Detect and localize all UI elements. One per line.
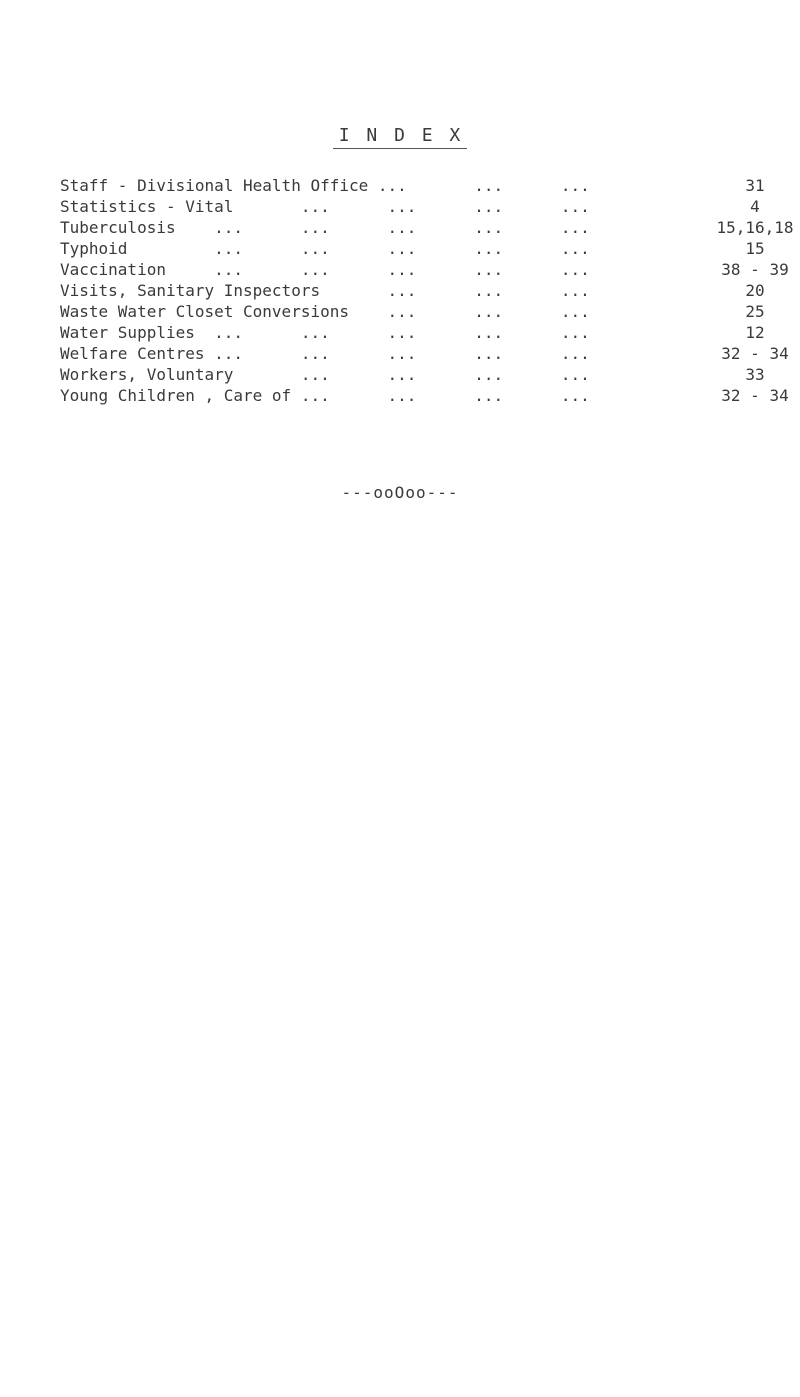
entry-pages: 32 - 34 (721, 386, 789, 405)
index-entry (60, 322, 780, 343)
index-entry (60, 196, 780, 217)
entry-label: Water Supplies ... ... ... ... ... (60, 323, 590, 342)
entry-label: Welfare Centres ... ... ... ... ... (60, 344, 590, 363)
index-title-text: I N D E X (333, 125, 468, 149)
entry-label: Staff - Divisional Health Office ... ... ... (60, 176, 590, 195)
entry-pages: 31 (745, 176, 765, 195)
entry-label: Typhoid ... ... ... ... ... (60, 239, 590, 258)
index-entry (60, 343, 789, 364)
entry-pages: 20 (745, 281, 765, 300)
section-separator: ---ooOoo--- (341, 483, 459, 502)
entry-label: Vaccination ... ... ... ... ... (60, 260, 590, 279)
entry-pages: 32 - 34 (721, 344, 789, 363)
entry-label: Statistics - Vital ... ... ... ... (60, 197, 590, 216)
entry-label: Workers, Voluntary ... ... ... ... (60, 365, 590, 384)
index-entry (60, 259, 789, 280)
entry-label: Young Children , Care of ... ... ... ... (60, 386, 590, 405)
entry-label: Visits, Sanitary Inspectors ... ... ... (60, 281, 590, 300)
index-entry (60, 217, 794, 238)
entry-pages: 4 (750, 197, 760, 216)
index-entry (60, 385, 789, 406)
entry-label: Waste Water Closet Conversions ... ... ... (60, 302, 590, 321)
entry-pages: 15 (745, 239, 765, 258)
index-title (0, 125, 800, 146)
index-entry (60, 175, 780, 196)
index-list (60, 175, 794, 406)
index-entry (60, 280, 780, 301)
entry-pages: 25 (745, 302, 765, 321)
entry-pages: 33 (745, 365, 765, 384)
index-entry (60, 364, 780, 385)
entry-pages: 12 (745, 323, 765, 342)
entry-label: Tuberculosis ... ... ... ... ... (60, 218, 590, 237)
index-entry (60, 301, 780, 322)
index-entry (60, 238, 780, 259)
entry-pages: 38 - 39 (721, 260, 789, 279)
entry-pages: 15,16,18 (716, 218, 794, 237)
